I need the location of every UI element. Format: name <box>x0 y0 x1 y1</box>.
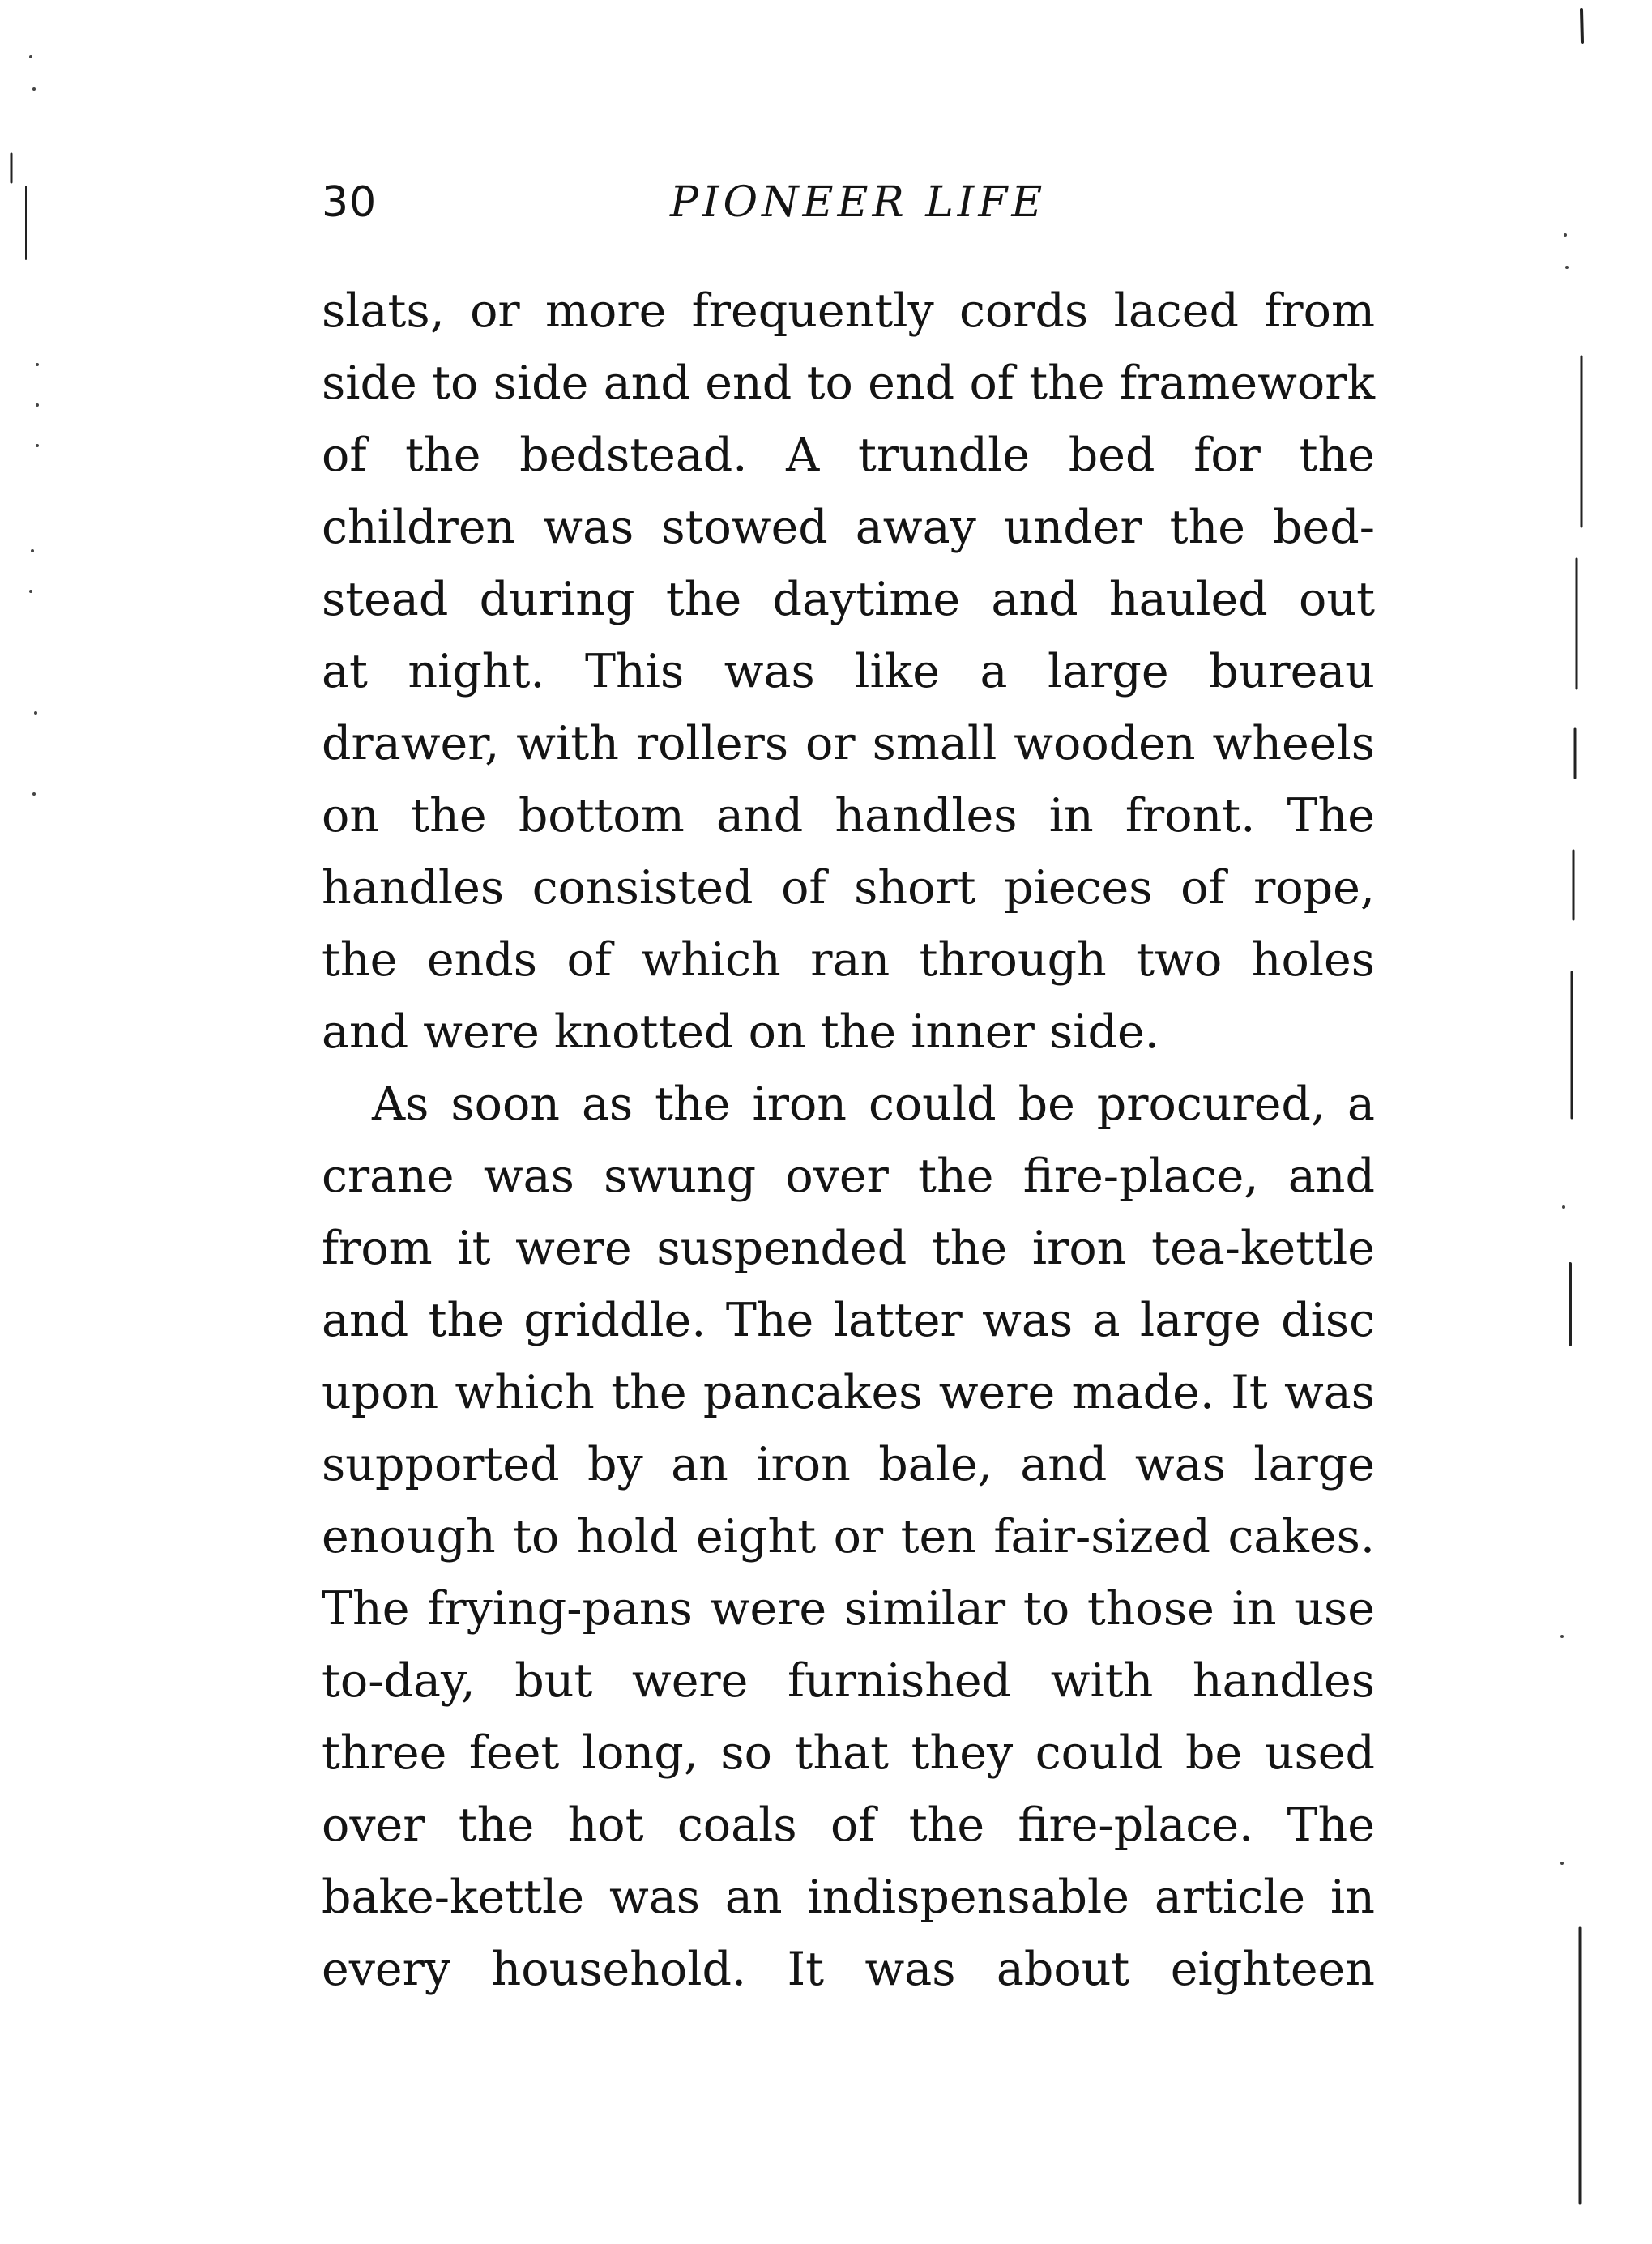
text-line: drawer, with rollers or small wooden wheels <box>322 717 1375 770</box>
text-line: bake-kettle was an indispensable article in <box>322 1871 1375 1924</box>
text-line: and were knotted on the inner side. <box>322 1005 1159 1059</box>
text-line: at night. This was like a large bureau <box>322 645 1375 698</box>
text-line: three feet long, so that they could be used <box>322 1726 1375 1780</box>
text-line: on the bottom and handles in front. The <box>322 789 1375 843</box>
text-line: As soon as the iron could be procured, a <box>372 1077 1375 1131</box>
text-line: of the bedstead. A trundle bed for the <box>322 429 1375 482</box>
text-line: children was stowed away under the bed- <box>322 501 1375 554</box>
text-line: from it were suspended the iron tea-kettle <box>322 1222 1375 1275</box>
text-line: The frying-pans were similar to those in use <box>322 1582 1375 1636</box>
page-number: 30 <box>322 178 378 227</box>
text-line: over the hot coals of the fire-place. The <box>322 1798 1375 1852</box>
text-line: supported by an iron bale, and was large <box>322 1438 1375 1491</box>
text-line: and the griddle. The latter was a large disc <box>322 1294 1375 1347</box>
text-line: enough to hold eight or ten fair-sized cakes. <box>322 1510 1375 1564</box>
text-line: slats, or more frequently cords laced from <box>322 284 1375 338</box>
text-line: crane was swung over the fire-place, and <box>322 1150 1375 1203</box>
body-text <box>322 275 1375 2006</box>
text-line: side to side and end to end of the framework <box>322 356 1375 410</box>
text-line: upon which the pancakes were made. It was <box>322 1366 1375 1419</box>
paragraph <box>322 1069 1375 2006</box>
text-line: handles consisted of short pieces of rope, <box>322 861 1375 915</box>
running-title: PIONEER LIFE <box>670 178 1047 227</box>
running-head <box>322 170 1375 235</box>
paragraph <box>322 275 1375 1069</box>
text-line: to-day, but were furnished with handles <box>322 1654 1375 1708</box>
text-line: every household. It was about eighteen <box>322 1943 1375 1996</box>
text-line: stead during the daytime and hauled out <box>322 573 1375 626</box>
text-line: the ends of which ran through two holes <box>322 933 1375 987</box>
